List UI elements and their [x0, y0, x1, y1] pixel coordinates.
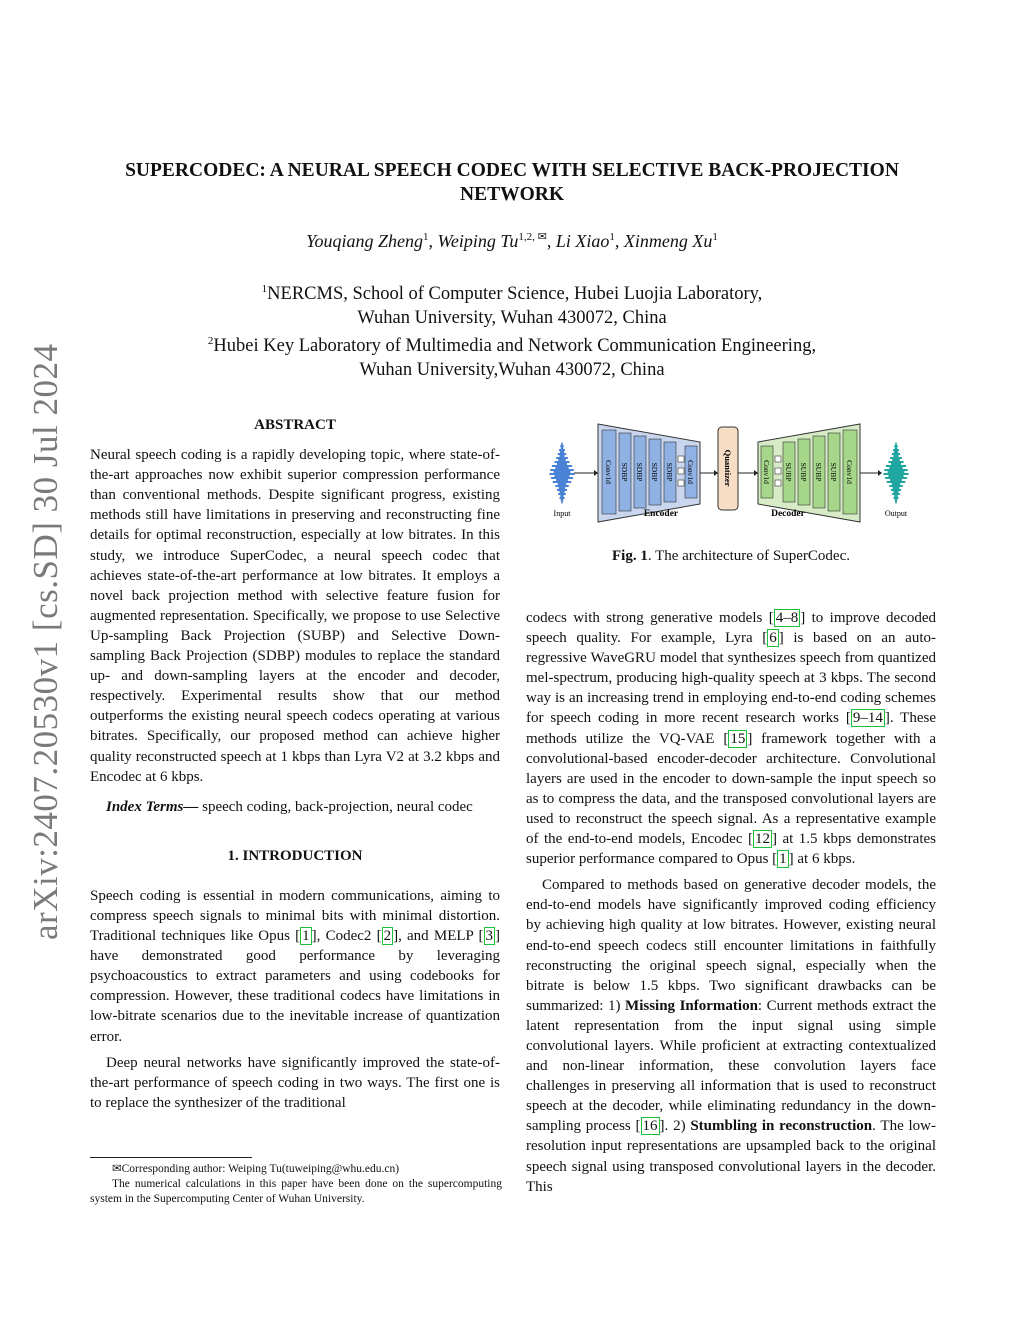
output-label: Output [884, 509, 908, 518]
svg-text:SDBP: SDBP [665, 462, 674, 482]
citation-link[interactable]: 1 [302, 928, 310, 945]
svg-text:Conv1d: Conv1d [604, 460, 613, 484]
svg-text:SUBP: SUBP [799, 462, 808, 482]
author-2-affil: 1,2, ✉ [518, 231, 547, 243]
title-line-2: NETWORK [459, 184, 564, 205]
citation-link[interactable]: 6 [769, 630, 777, 647]
svg-text:Conv1d: Conv1d [762, 460, 771, 484]
author-4-affil: 1 [712, 231, 718, 243]
citation-link[interactable]: 16 [642, 1118, 658, 1135]
author-3: Li Xiao [555, 231, 610, 251]
author-list: Youqiang Zheng$^1$, Weiping $Tu^{1,2, ✉}$, Li Xiao$^1$, Xinmeng Xu$^1$ [306, 231, 718, 251]
affiliation-2-line-1: $^2$Hubei Key Laboratory of Multimedia and Network Communication Engineering, [207, 335, 817, 356]
left-column [90, 415, 500, 1113]
affiliation-1-line-2: Wuhan University, Wuhan 430072, China [357, 307, 667, 328]
svg-text:SUBP: SUBP [829, 462, 838, 482]
affiliations [100, 278, 924, 382]
author-2: Weiping Tu [437, 231, 519, 251]
paper-title [100, 159, 924, 207]
svg-text:SUBP: SUBP [784, 462, 793, 482]
intro-paragraph-2: Deep neural networks have significantly improved the state-of-the-art performance of speech coding in two ways. The first one is to replace the synthesizer of the traditional [90, 1054, 500, 1111]
index-terms-label: Index Terms— [106, 798, 199, 815]
introduction-heading: 1. INTRODUCTION [227, 847, 363, 864]
svg-text:SDBP: SDBP [635, 462, 644, 482]
encoder-label: Encoder [643, 509, 679, 519]
index-terms-text: speech coding, back-projection, neural codec [198, 798, 473, 815]
footnote-rule [90, 1157, 252, 1158]
footnote-computing: The numerical calculations in this paper have been done on the supercomputing system in the Supercomputing Center of Wuhan University. [90, 1178, 502, 1205]
author-4: Xinmeng Xu [623, 231, 713, 251]
citation-link[interactable]: 12 [754, 831, 770, 848]
right-column [526, 608, 936, 1197]
intro-paragraph-4: Compared to methods based on generative decoder models, the end-to-end models have significantly improved coding efficiency by achieving high quality at low bitrates. However, existing neural end-to-end speech codecs still encounter limitations in faithfully reconstructing the original speech signal, especially when the bitrate is below 1.5 kbps. Two significant drawbacks can be summarized: 1) Missing Information: Current methods extract the latent representation from the input signal using simple convolutional layers. While proficient at extracting contextualized and non-linear information, these convolution layers face challenges in preserving all information that is used to reconstruct speech at the decoder, while eliminating redundancy in the down-sampling process [ 16 ]. 2) Stumbling in reconstruction. The low-resolution input representations are upsampled back to the original speech signal using transposed convolutional layers in the decoder. This [526, 877, 937, 1195]
output-waveform [883, 442, 908, 504]
intro-paragraph-3: codecs with strong generative models [ 4–8 ] to improve decoded speech quality. For example, Lyra [ 6 ] is based on an auto-regressive WaveGRU model that synthesizes speech from quantized mel-spectrum, producing high-quality speech at 3 kbps. The second way is an increasing trend in employing end-to-end coding schemes for speech coding in more recent research works [ 9–14 ]. These methods utilize the VQ-VAE [ 15 ] framework together with a convolutional-based encoder-decoder architecture. Convolutional layers are used in the encoder to down-sample the input speech so as to compress the data, and the transposed convolutional layers are used to reconstruct the speech signal. As a representative example of the end-to-end models, Encodec [ 12 ] at 1.5 kbps demonstrates superior performance compared to Opus [ 1 ] at 6 kbps. [526, 610, 937, 868]
title-line-1: SUPERCODEC: A NEURAL SPEECH CODEC WITH SELECTIVE BACK-PROJECTION [125, 160, 899, 181]
arxiv-identifier: arXiv:2407.20530v1 [cs.SD] 30 Jul 2024 [26, 343, 65, 940]
encoder-lstm-cells [678, 456, 684, 486]
input-waveform [549, 442, 574, 504]
citation-link[interactable]: 2 [383, 928, 392, 945]
caption-label: Fig. 1 [612, 548, 648, 564]
caption-text: . The architecture of SuperCodec. [647, 548, 850, 564]
index-terms [90, 797, 500, 817]
svg-text:Conv1d: Conv1d [845, 460, 854, 484]
affiliation-1-line-1: $^1$NERCMS, School of Computer Science, Hubei Luojia Laboratory, [261, 283, 763, 304]
figure-caption [526, 548, 936, 565]
svg-text:Conv1d: Conv1d [686, 460, 695, 484]
svg-text:SUBP: SUBP [814, 462, 823, 482]
abstract-text: Neural speech coding is a rapidly developing topic, where state-of-the-art approaches now exhibit superior compression performance than conventional methods. Despite significant progress, existing methods still have limitations in preserving and reconstructing fine details for optimal reconstruction, especially at low bitrates. In this study, we introduce SuperCodec, a neural speech codec that achieves state-of-the-art performance at low bitrates. It employs a novel back projection method with selective feature fusion for augmented representation. Specifically, we propose to use Selective Up-sampling Back Projection (SUBP) and Selective Down-sampling Back Projection (SDBP) modules to replace the standard up- and down-sampling layers at the encoder and decoder, respectively. Experimental results show that our method outperforms the existing neural speech codecs operating at various bitrates. Specifically, our proposed method can achieve higher quality reconstructed speech at 1 kbps than Lyra V2 at 3.2 kbps and Encodec at 6 kbps. [90, 447, 500, 785]
footnotes [90, 1157, 502, 1207]
missing-information-term: Missing Information [625, 997, 758, 1014]
citation-link[interactable]: 1 [779, 851, 787, 868]
intro-paragraph-1: Speech coding is essential in modern communications, aiming to compress speech signals to minimal bits with minimal distortion. Traditional techniques like Opus [ 1 ], Codec2 [ 2 ], and MELP [ 3 ] have demonstrated good performance by leveraging psychoacoustics to extract parameters and using codebooks for compression. However, these traditional codecs have limitations in low-bitrate scenarios due to the inevitable increase of quantization error. [90, 887, 500, 1045]
decoder-label: Decoder [771, 509, 805, 519]
author-1-affil: 1 [423, 231, 429, 243]
stumbling-reconstruction-term: Stumbling in reconstruction [690, 1118, 873, 1135]
citation-link[interactable]: 9–14 [852, 710, 883, 727]
decoder-lstm-cells [775, 456, 781, 486]
quantizer-label: Quantizer [723, 449, 733, 487]
citation-link[interactable]: 3 [485, 928, 493, 945]
author-1: Youqiang Zheng [306, 231, 424, 251]
input-label: Input [553, 509, 571, 518]
abstract-heading: ABSTRACT [254, 417, 336, 433]
footnote-corresponding-author: ✉Corresponding author: Weiping Tu(tuweiping@whu.edu.cn) [112, 1163, 400, 1175]
citation-link[interactable]: 15 [730, 730, 746, 747]
svg-text:SDBP: SDBP [620, 462, 629, 482]
architecture-diagram [540, 416, 920, 526]
svg-text:SDBP: SDBP [650, 462, 659, 482]
affiliation-2-line-2: Wuhan University,Wuhan 430072, China [359, 359, 665, 380]
citation-link[interactable]: 4–8 [775, 610, 799, 626]
architecture-figure [540, 416, 920, 526]
author-3-affil: 1 [609, 231, 615, 243]
